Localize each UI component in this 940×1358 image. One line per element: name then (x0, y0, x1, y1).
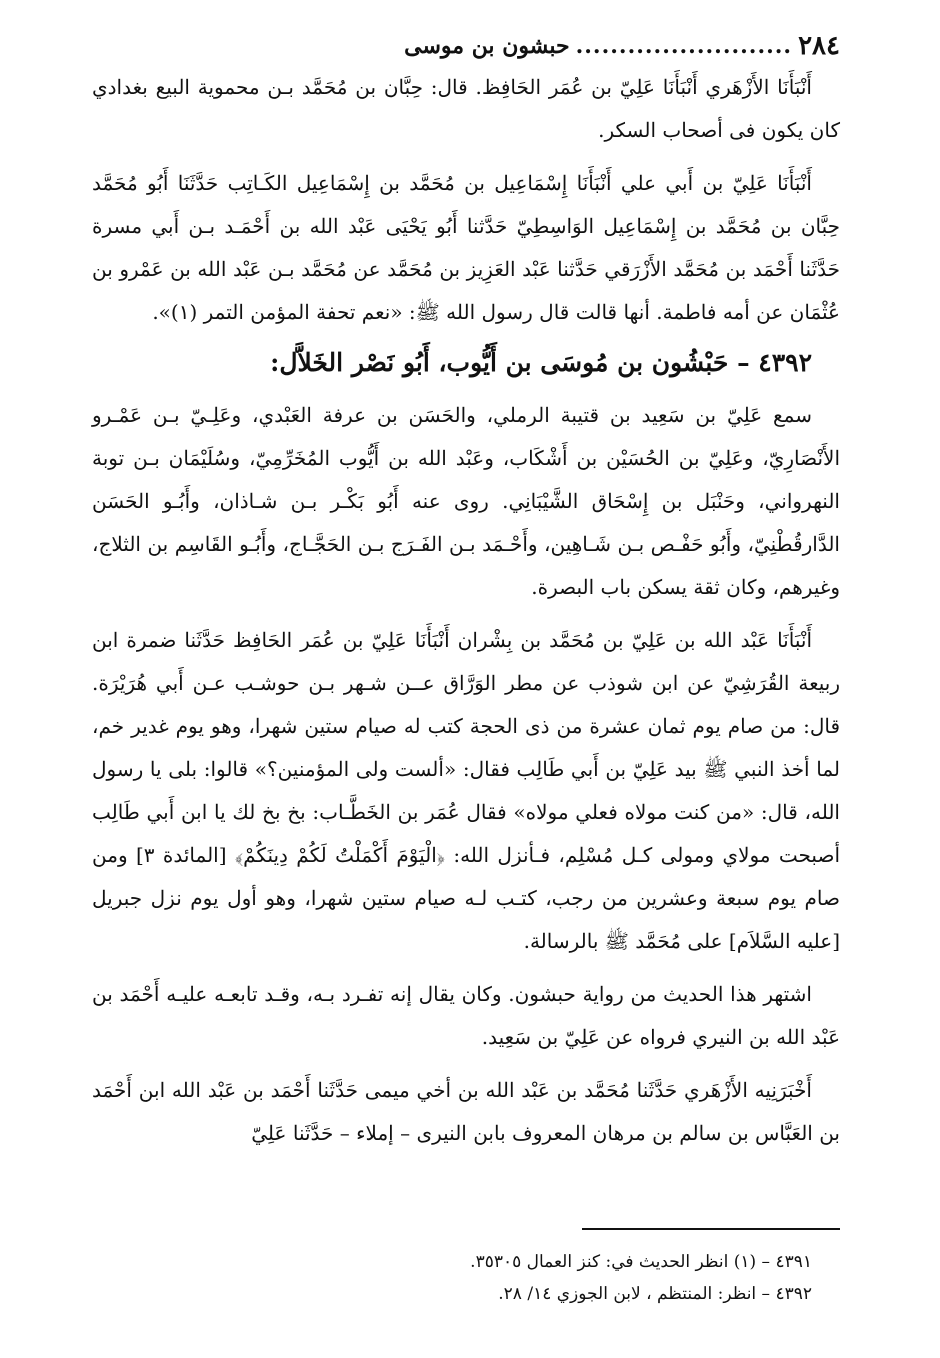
paragraph: سمع عَلِيّ بن سَعِيد بن قتيبة الرملي، والحَسَن بن عرفة العَبْدي، وعَلِـيّ بـن عَمْـرو الأَنْصَارِيّ، وعَلِيّ بن الحُسَيْن بن أَشْكَاب، وعَبْد الله بن أَيُّوب المُخَرِّمِيّ، وسُلَيْمَان بـن توبة النهرواني، وحَنْبَل بن إِسْحَاق الشَّيْبَانِي. روى عنه أَبُو بَكْـر بـن شـاذان، وأَبُـو الحَسَن الدَّارقُطْنِيّ، وأَبُو حَفْـص بـن شَـاهِين، وأَحْـمَد بـن الفَـرَج بـن الحَجَّـاج، وأَبُـو القَاسِم بن الثلاج، وغيرهم، وكان ثقة يسكن باب البصرة. (92, 403, 840, 599)
main-text (92, 66, 840, 1165)
paragraph: أَنْبَأَنَا الأَزْهَري أَنْبَأَنَا عَلِيّ بن عُمَر الحَافِظ. قال: حِبَّان بن مُحَمَّد بـن محموية البيع بغدادي كان يكون فى أصحاب السكر. (92, 75, 840, 142)
footnotes (92, 1246, 840, 1310)
footnote: ٤٣٩٢ – انظر: المنتظم ، لابن الجوزي ١٤/ ٢٨. (498, 1284, 812, 1304)
footnote: ٤٣٩١ – (١) انظر الحديث في: كنز العمال ٣٥٣٠٥. (470, 1252, 812, 1272)
paragraph: أَخْبَرَنِيه الأَزْهَري حَدَّثَنا مُحَمَّد بن عَبْد الله بن أخي ميمى حَدَّثَنا أَحْمَد بن عَبْد الله ابن أَحْمَد بن العَبَّاس بن سالم بن مرهان المعروف بابن النيرى – إملاء – حَدَّثَنا عَلِيّ (92, 1078, 840, 1145)
page-number: ٢٨٤ (798, 31, 840, 61)
paragraph: اشتهر هذا الحديث من رواية حبشون. وكان يقال إنه تفـرد بـه، وقـد تابعـه عليـه أَحْمَد بن عَبْد الله بن النيري فرواه عن عَلِيّ بن سَعِيد. (92, 982, 840, 1049)
entry-heading: ٤٣٩٢ – حَبْشُون بن مُوسَى بن أَيُّوب، أَبُو نَصْر الخَلاَّل: (270, 348, 812, 377)
header-dot-leader: ......................... (575, 33, 793, 59)
paragraph: أَنْبَأَنَا عَلِيّ بن أَبي علي أَنْبَأَنَا إِسْمَاعِيل بن مُحَمَّد بن إِسْمَاعِيل الكَـاتِب حَدَّثَنَا أَبُو مُحَمَّد حِبَّان بن مُحَمَّد بن إِسْمَاعِيل الوَاسِطِيّ حَدَّثنا أَبُو يَحْيَى عَبْد الله بن أَحْمَـد بـن أَبي مسرة حَدَّثَنا أَحْمَد بن مُحَمَّد الأَزْرَقي حَدَّثنا عَبْد العَزِيز بن مُحَمَّد عن مُحَمَّد بـن عَبْد الله بن عَمْرو بن عُثْمَان عن أمه فاطمة. أنها قالت قال رسول الله ﷺ: «نعم تحفة المؤمن التمر (١)». (92, 171, 840, 324)
page-header (92, 24, 840, 68)
paragraph: أَنْبَأَنَا عَبْد الله بن عَلِيّ بن مُحَمَّد بن بِشْران أَنْبَأَنَا عَلِيّ بن عُمَر الحَافِظ حَدَّثَنا ضمرة ابن ربيعة القُرَشِيّ عن ابن شوذب عن مطر الوَرَّاق عــن شـهر بـن حوشـب عـن أَبي هُرَيْرَة. قال: من صام يوم ثمان عشرة من ذى الحجة كتب له صيام ستين شهرا، وهو يوم غدير خم، لما أخذ النبي ﷺ بيد عَلِيّ بن أَبي طَالِب فقال: «ألست ولى المؤمنين؟» قالوا: بلى يا رسول الله، قال: «من كنت مولاه فعلي مولاه» فقال عُمَر بن الخَطَّـاب: بخ بخ لك يا ابن أَبي طَالِب أصبحت مولاي ومولى كـل مُسْلِم، فـأنزل الله: ﴿الْيَوْمَ أَكْمَلْتُ لَكُمْ دِينَكُمْ﴾ [المائدة ٣] ومن صام يوم سبعة وعشرين من رجب، كتـب لـه صيام ستين شهرا، وهو أول يوم نزل جبريل [عليه السَّلاَم] على مُحَمَّد ﷺ بالرسالة. (92, 628, 841, 953)
footnote-divider (582, 1228, 840, 1230)
running-title: حبشون بن موسى (404, 33, 570, 59)
